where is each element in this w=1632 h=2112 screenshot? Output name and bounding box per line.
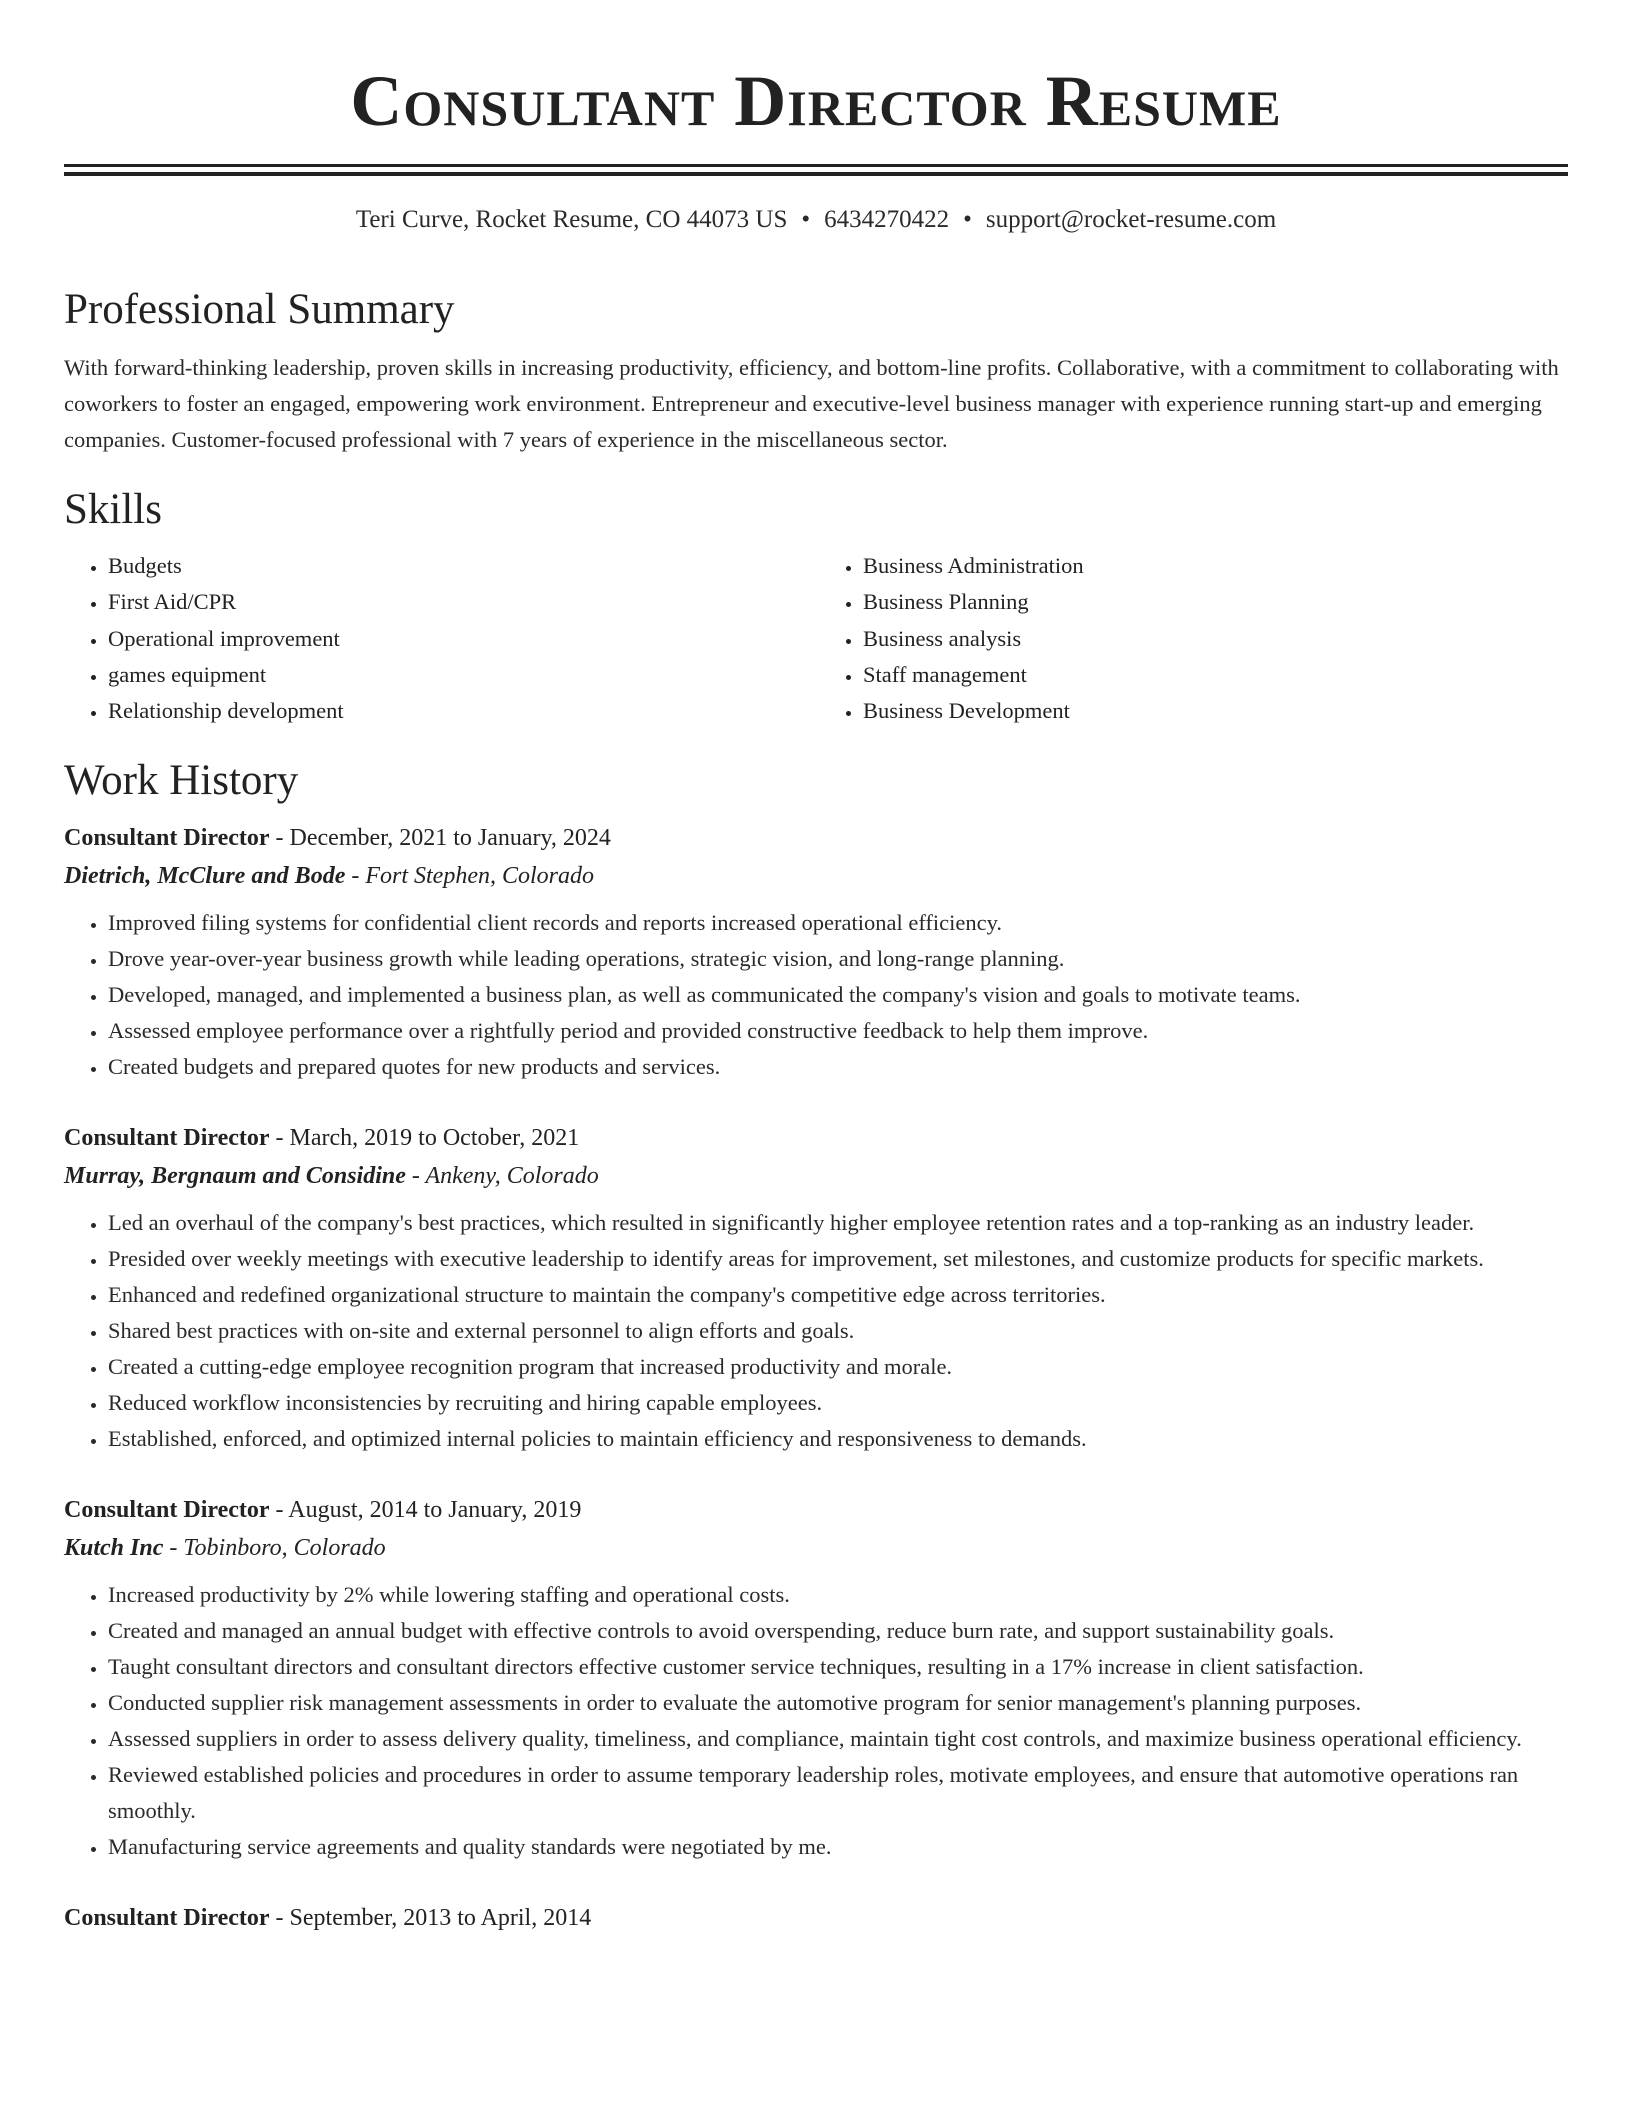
job-bullet: • Presided over weekly meetings with executive leadership to identify areas for improvement, set milestones, and customize products for specific markets. [108, 1241, 1568, 1277]
job-dates: August, 2014 to January, 2019 [288, 1497, 582, 1524]
job-entry [64, 1119, 1568, 1457]
skill-item: • games equipment [108, 657, 813, 693]
job-title-line: Consultant Director - August, 2014 to January, 2019 [64, 1497, 582, 1524]
job-dates: December, 2021 to January, 2024 [289, 825, 611, 852]
job-bullet: • Created budgets and prepared quotes for new products and services. [108, 1049, 1568, 1085]
job-entry [64, 1491, 1568, 1865]
job-title-line: Consultant Director - December, 2021 to January, 2024 [64, 825, 611, 852]
skill-item: • Business Administration [863, 548, 1568, 584]
job-dates: March, 2019 to October, 2021 [289, 1125, 580, 1152]
job-bullets [64, 1205, 1568, 1457]
job-title-line: Consultant Director - September, 2013 to April, 2014 [64, 1905, 592, 1932]
job-bullet: • Taught consultant directors and consultant directors effective customer service techniques, resulting in a 17% increase in client satisfaction. [108, 1649, 1568, 1685]
job-company: Dietrich, McClure and Bode [64, 863, 346, 890]
skill-item: • Staff management [863, 657, 1568, 693]
job-bullet: • Increased productivity by 2% while lowering staffing and operational costs. [108, 1577, 1568, 1613]
job-title: Consultant Director [64, 1905, 270, 1932]
job-bullet: • Developed, managed, and implemented a business plan, as well as communicated the company's vision and goals to motivate teams. [108, 977, 1568, 1013]
job-bullet: • Established, enforced, and optimized internal policies to maintain efficiency and responsiveness to demands. [108, 1421, 1568, 1457]
job-bullet: • Drove year-over-year business growth while leading operations, strategic vision, and long-range planning. [108, 941, 1568, 977]
job-title: Consultant Director [64, 1125, 270, 1152]
job-bullet: • Improved filing systems for confidential client records and reports increased operational efficiency. [108, 905, 1568, 941]
summary-heading: Professional Summary [64, 286, 455, 333]
job-entry [64, 1899, 1568, 1937]
job-bullet: • Reduced workflow inconsistencies by recruiting and hiring capable employees. [108, 1385, 1568, 1421]
job-company: Murray, Bergnaum and Considine [64, 1163, 406, 1190]
job-location: Tobinboro, Colorado [183, 1535, 386, 1562]
title-divider [64, 164, 1568, 176]
job-bullet: • Conducted supplier risk management assessments in order to evaluate the automotive program for senior management's planning purposes. [108, 1685, 1568, 1721]
contact-separator: • [963, 206, 972, 233]
job-bullet: • Manufacturing service agreements and quality standards were negotiated by me. [108, 1829, 1568, 1865]
job-company-line: Kutch Inc - Tobinboro, Colorado [64, 1535, 386, 1562]
job-bullets [64, 1577, 1568, 1865]
job-company-line: Murray, Bergnaum and Considine - Ankeny, Colorado [64, 1163, 599, 1190]
job-dates: September, 2013 to April, 2014 [289, 1905, 592, 1932]
job-bullet: • Shared best practices with on-site and external personnel to align efforts and goals. [108, 1313, 1568, 1349]
skill-item: • Operational improvement [108, 621, 813, 657]
resume-title: Consultant Director Resume [350, 61, 1282, 141]
work-history-heading: Work History [64, 757, 299, 805]
contact-email: support@rocket-resume.com [985, 206, 1277, 233]
job-bullet: • Enhanced and redefined organizational structure to maintain the company's competitive edge across territories. [108, 1277, 1568, 1313]
contact-line [64, 202, 1568, 238]
skills-column-left [64, 548, 813, 729]
job-company-line: Dietrich, McClure and Bode - Fort Stephen, Colorado [64, 863, 594, 890]
job-bullet: • Created and managed an annual budget with effective controls to avoid overspending, reduce burn rate, and support sustainability goals. [108, 1613, 1568, 1649]
skills-column-right [813, 548, 1568, 729]
contact-address: Teri Curve, Rocket Resume, CO 44073 US [355, 206, 788, 233]
job-bullet: • Created a cutting-edge employee recognition program that increased productivity and morale. [108, 1349, 1568, 1385]
job-company: Kutch Inc [64, 1535, 164, 1562]
skill-item: • Business Development [863, 693, 1568, 729]
job-location: Ankeny, Colorado [425, 1163, 599, 1190]
job-bullet: • Led an overhaul of the company's best practices, which resulted in significantly higher employee retention rates and a top-ranking as an industry leader. [108, 1205, 1568, 1241]
skills-heading: Skills [64, 486, 162, 533]
summary-text: With forward-thinking leadership, proven skills in increasing productivity, efficiency, and bottom-line profits. Collaborative, with a commitment to collaborating with coworkers to foster an engaged, empowering work environment. Entrepreneur and executive-level business manager with experience running start-up and emerging companies. Customer-focused professional with 7 years of experience in the miscellaneous sector. [64, 355, 1559, 452]
skills-list [64, 548, 1568, 729]
job-bullet: • Reviewed established policies and procedures in order to assume temporary leadership roles, motivate employees, and ensure that automotive operations ran smoothly. [108, 1757, 1568, 1829]
job-location: Fort Stephen, Colorado [365, 863, 594, 890]
job-bullet: • Assessed suppliers in order to assess delivery quality, timeliness, and compliance, maintain tight cost controls, and maximize business operational efficiency. [108, 1721, 1568, 1757]
contact-separator: • [801, 206, 811, 233]
job-bullet: • Assessed employee performance over a rightfully period and provided constructive feedback to help them improve. [108, 1013, 1568, 1049]
skill-item: • Budgets [108, 548, 813, 584]
skill-item: • Business Planning [863, 584, 1568, 620]
job-title-line: Consultant Director - March, 2019 to October, 2021 [64, 1125, 580, 1152]
skill-item: • First Aid/CPR [108, 584, 813, 620]
job-title: Consultant Director [64, 1497, 270, 1524]
job-bullets [64, 905, 1568, 1085]
job-title: Consultant Director [64, 825, 270, 852]
contact-phone: 6434270422 [824, 206, 950, 233]
skill-item: • Business analysis [863, 621, 1568, 657]
job-entry [64, 819, 1568, 1085]
skill-item: • Relationship development [108, 693, 813, 729]
